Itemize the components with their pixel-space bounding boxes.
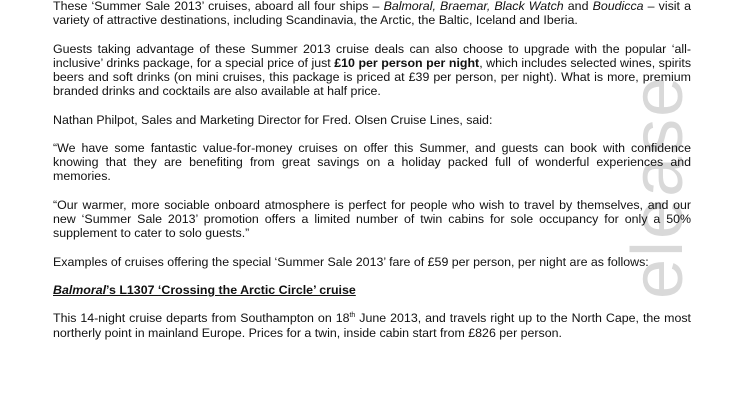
paragraph-drinks-package: Guests taking advantage of these Summer 2013 cruise deals can also choose to upgrade with the popular ‘all-inclusive’ drinks package, for a special price of just £10 per person per night, which includes selected wines, spirits beers and soft drinks (on mini cruises, this package is priced at £39 per person, per night). What is more, premium branded drinks and cocktails are also available at half price. bbox=[53, 41, 692, 99]
paragraph-speaker-intro: Nathan Philpot, Sales and Marketing Director for Fred. Olsen Cruise Lines, said: bbox=[53, 112, 493, 127]
ship-name-boudicca: Boudicca bbox=[592, 0, 644, 13]
paragraph-examples-intro: Examples of cruises offering the special ‘Summer Sale 2013’ fare of £59 per person, per night are as follows: bbox=[53, 254, 649, 269]
paragraph-quote-solo: “Our warmer, more sociable onboard atmosphere is perfect for people who wish to travel by themselves, and our new ‘Summer Sale 2013’ promotion offers a limited number of twin cabins for sole occupancy for only a 50% supplement to cater to solo guests.” bbox=[53, 197, 691, 241]
drinks-price-highlight: £10 per person per night bbox=[334, 55, 480, 70]
cruise-description: This 14-night cruise departs from Southampton on 18th June 2013, and travels right up to the North Cape, the most northerly point in mainland Europe. Prices for a twin, inside cabin start from £826 per person. bbox=[53, 311, 691, 340]
cruise-ship-name: Balmoral bbox=[53, 282, 107, 297]
release-body bbox=[53, 0, 691, 340]
ship-names: Balmoral, Braemar, Black Watch bbox=[383, 0, 564, 13]
cruise-heading: Balmoral’s L1307 ‘Crossing the Arctic Circle’ cruise bbox=[53, 282, 356, 297]
paragraph-summer-sale-ships: These ‘Summer Sale 2013’ cruises, aboard all four ships – Balmoral, Braemar, Black Watch and Boudicca – visit a variety of attractive destinations, including Scandinavia, the Arctic, the Baltic, Iceland and Iberia. bbox=[53, 0, 692, 28]
press-release-page: elease These ‘Summer Sale 2013’ cruises, aboard all four ships – Balmoral, Braemar, Black Watch and Boudicca – visit a variety of attractive destinations, including Scandinavia, the Arctic, the Baltic, Iceland and Iberia. Guests taking advantage of these Summer 2013 cruise deals can also choose to upgrade with the popular ‘all-inclusive’ drinks package, for a special price of just £10 per person per night, which includes selected wines, spirits beers and soft drinks (on mini cruises, this package is priced at £39 per person, per night). What is more, premium branded drinks and cocktails are also available at half price. Nathan Philpot, Sales and Marketing Director for Fred. Olsen Cruise Lines, said: “We have some fantastic value-for-money cruises on offer this Summer, and guests can book with confidence knowing that they are benefiting from great savings on a holiday packed full of wonderful experiences and memories. “Our warmer, more sociable onboard atmosphere is perfect for people who wish to travel by themselves, and our new ‘Summer Sale 2013’ promotion offers a limited number of twin cabins for sole occupancy for only a 50% supplement to cater to solo guests.” Examples of cruises offering the special ‘Summer Sale 2013’ fare of £59 per person, per night are as follows: Balmoral’s L1307 ‘Crossing the Arctic Circle’ cruise This 14-night cruise departs from Southampton on 18th June 2013, and travels right up to the North Cape, the most northerly point in mainland Europe. Prices for a twin, inside cabin start from £826 per person. bbox=[53, 0, 698, 340]
paragraph-quote-value: “We have some fantastic value-for-money cruises on offer this Summer, and guests can book with confidence knowing that they are benefiting from great savings on a holiday packed full of wonderful experiences and memories. bbox=[53, 140, 691, 184]
